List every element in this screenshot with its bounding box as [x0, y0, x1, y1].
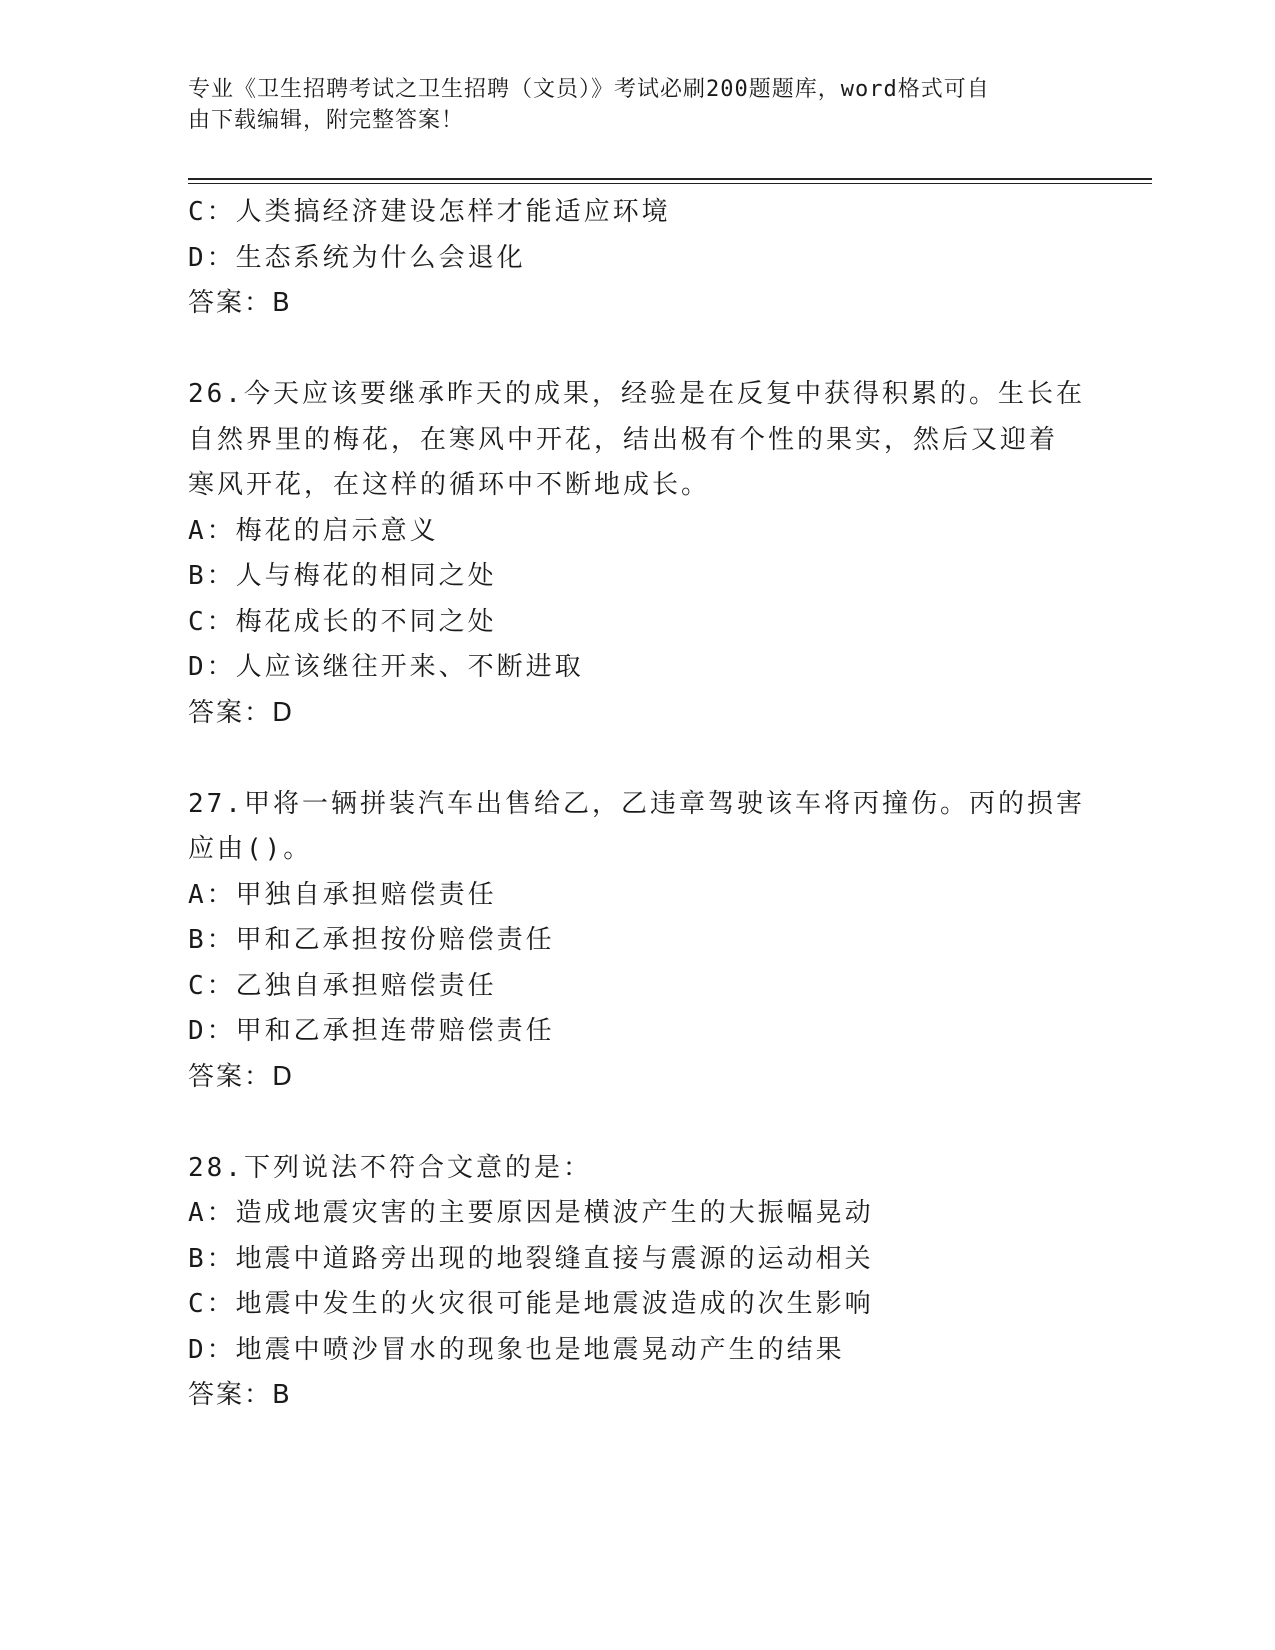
option-d: D：人应该继往开来、不断进取 — [188, 652, 584, 682]
header-line-2: 由下载编辑，附完整答案！ — [188, 108, 465, 133]
answer: 答案：D — [188, 697, 295, 728]
answer: 答案：B — [188, 288, 292, 318]
question-stem-line: 27.甲将一辆拼装汽车出售给乙，乙违章驾驶该车将丙撞伤。丙的损害 — [188, 788, 1085, 819]
spacer — [188, 736, 1088, 782]
option-d: D：甲和乙承担连带赔偿责任 — [188, 1016, 555, 1046]
option-d: D：生态系统为什么会退化 — [188, 242, 526, 273]
spacer — [188, 327, 1088, 373]
option-c: C：乙独自承担赔偿责任 — [188, 970, 497, 1001]
option-c: C：地震中发生的火灾很可能是地震波造成的次生影响 — [188, 1289, 874, 1319]
header-divider-thin — [188, 183, 1152, 184]
option-a: A：甲独自承担赔偿责任 — [188, 879, 497, 910]
option-a: A：梅花的启示意义 — [188, 515, 439, 546]
header-line-1: 专业《卫生招聘考试之卫生招聘（文员）》考试必刷200题题库，word格式可自 — [188, 77, 990, 102]
option-b: B：甲和乙承担按份赔偿责任 — [188, 925, 555, 955]
option-d: D：地震中喷沙冒水的现象也是地震晃动产生的结果 — [188, 1334, 845, 1365]
question-block-25-tail — [188, 190, 1088, 327]
question-block-28 — [188, 1146, 1088, 1419]
option-c: C：人类搞经济建设怎样才能适应环境 — [188, 197, 671, 227]
option-c: C：梅花成长的不同之处 — [188, 606, 497, 637]
question-block-27 — [188, 782, 1088, 1101]
answer: 答案：B — [188, 1380, 292, 1410]
page-header — [188, 74, 1068, 136]
spacer — [188, 1100, 1088, 1146]
header-divider — [188, 178, 1152, 180]
option-a: A：造成地震灾害的主要原因是横波产生的大振幅晃动 — [188, 1198, 874, 1228]
question-stem-line: 26.今天应该要继承昨天的成果，经验是在反复中获得积累的。生长在 — [188, 379, 1085, 409]
option-b: B：人与梅花的相同之处 — [188, 561, 497, 591]
question-list — [188, 190, 1088, 1419]
question-stem-line: 寒风开花，在这样的循环中不断地成长。 — [188, 470, 711, 500]
question-stem-line: 28.下列说法不符合文意的是： — [188, 1152, 592, 1183]
answer: 答案：D — [188, 1061, 295, 1092]
option-b: B：地震中道路旁出现的地裂缝直接与震源的运动相关 — [188, 1243, 874, 1274]
question-stem-line: 应由()。 — [188, 834, 313, 864]
question-stem-line: 自然界里的梅花，在寒风中开花，结出极有个性的果实，然后又迎着 — [188, 424, 1059, 455]
question-block-26 — [188, 372, 1088, 736]
